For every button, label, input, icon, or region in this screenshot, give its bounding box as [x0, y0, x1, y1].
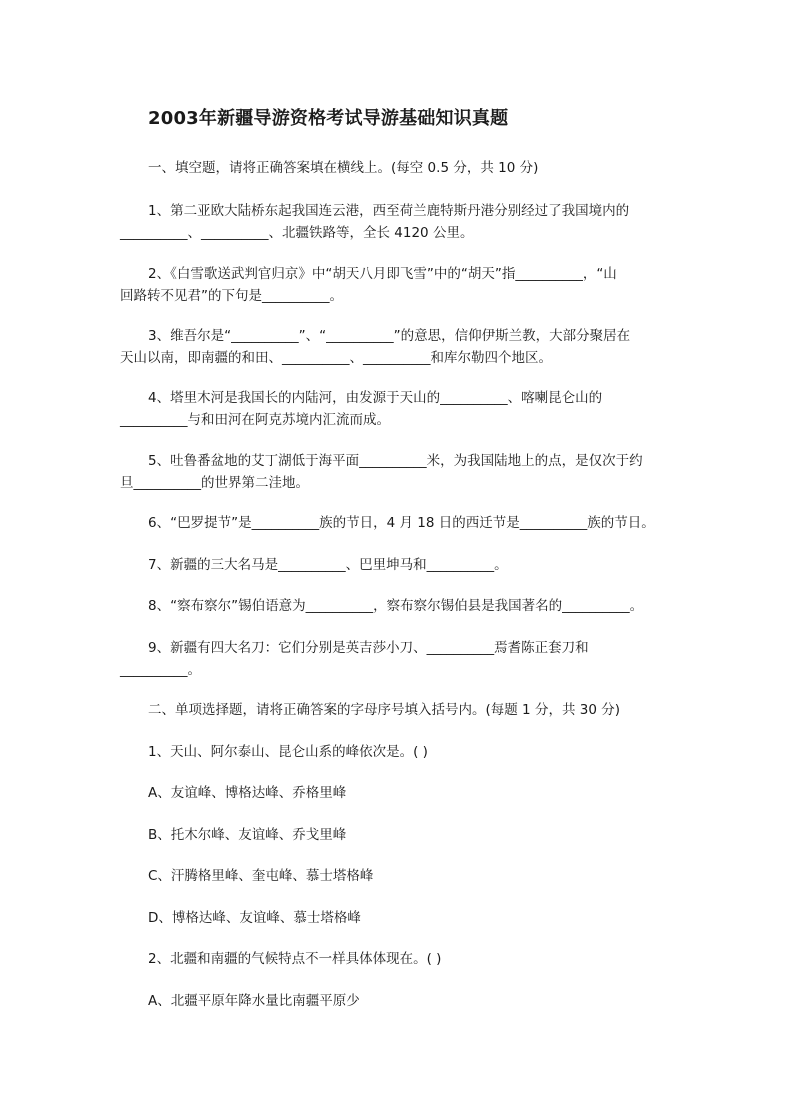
question-line: 8、“察布察尔”锡伯语意为__________，察布察尔锡伯县是我国著名的__________。: [148, 598, 644, 614]
section-heading: 一、填空题，请将正确答案填在横线上。(每空 0.5 分，共 10 分): [148, 160, 539, 176]
question-line: 天山以南，即南疆的和田、__________、__________和库尔勒四个地区。: [120, 350, 552, 366]
question-line: 1、天山、阿尔泰山、昆仑山系的峰依次是。( ): [148, 744, 428, 760]
question-line: __________。: [120, 662, 201, 678]
option-line: D、博格达峰、友谊峰、慕士塔格峰: [148, 910, 361, 926]
option-line: A、友谊峰、博格达峰、乔格里峰: [148, 785, 347, 801]
question-line: 3、维吾尔是“__________”、“__________”的意思，信仰伊斯兰教，大部分聚居在: [148, 328, 631, 344]
question-line: 6、“巴罗提节”是__________族的节日，4 月 18 日的西迁节是__________族的节日。: [148, 515, 655, 531]
question-line: __________与和田河在阿克苏境内汇流而成。: [120, 412, 390, 428]
question-line: 2、北疆和南疆的气候特点不一样具体体现在。( ): [148, 951, 442, 967]
question-line: 2、《白雪歌送武判官归京》中“胡天八月即飞雪”中的“胡天”指__________，“山: [148, 266, 617, 282]
question-line: 5、吐鲁番盆地的艾丁湖低于海平面__________米，为我国陆地上的点，是仅次于约: [148, 453, 643, 469]
question-line: __________、__________、北疆铁路等，全长 4120 公里。: [120, 225, 474, 241]
question-line: 9、新疆有四大名刀：它们分别是英吉莎小刀、__________焉耆陈正套刀和: [148, 640, 589, 656]
question-line: 回路转不见君”的下句是__________。: [120, 288, 343, 304]
question-line: 7、新疆的三大名马是__________、巴里坤马和__________。: [148, 557, 508, 573]
option-line: A、北疆平原年降水量比南疆平原少: [148, 993, 360, 1009]
question-line: 旦__________的世界第二洼地。: [120, 475, 309, 491]
question-line: 4、塔里木河是我国长的内陆河，由发源于天山的__________、喀喇昆仑山的: [148, 390, 603, 406]
section-heading: 二、单项选择题，请将正确答案的字母序号填入括号内。(每题 1 分，共 30 分): [148, 702, 620, 718]
question-line: 1、第二亚欧大陆桥东起我国连云港，西至荷兰鹿特斯丹港分别经过了我国境内的: [148, 203, 630, 219]
document-title: 2003年新疆导游资格考试导游基础知识真题: [148, 108, 509, 129]
option-line: B、托木尔峰、友谊峰、乔戈里峰: [148, 827, 347, 843]
option-line: C、汗腾格里峰、奎屯峰、慕士塔格峰: [148, 868, 374, 884]
